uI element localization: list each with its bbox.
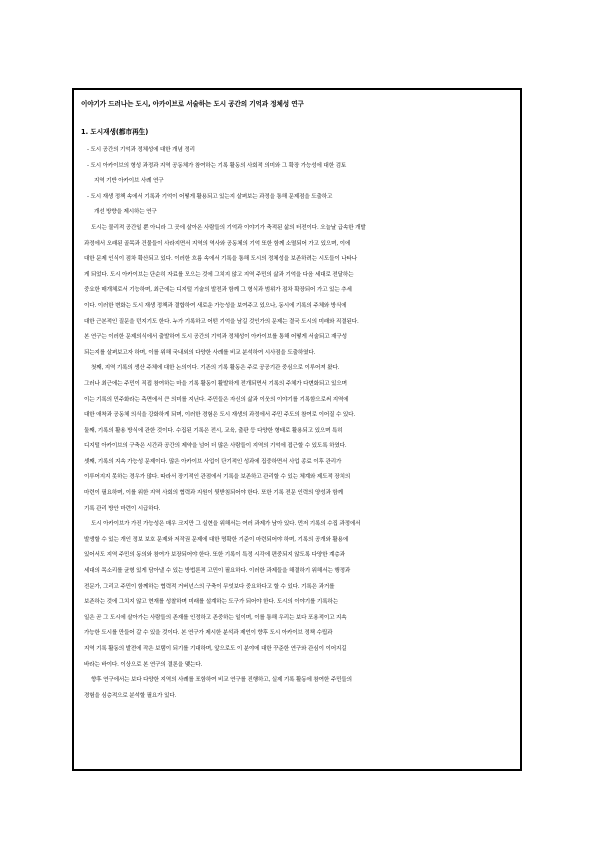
paragraph-line: 그러나 최근에는 주민이 직접 참여하는 마을 기록 활동이 활발하게 전개되면서 기록의 주체가 다변화되고 있으며 xyxy=(84,380,347,387)
document-body xyxy=(78,99,516,704)
paragraph-line: 둘째, 기록의 활용 방식에 관한 것이다. 수집된 기록은 전시, 교육, 출판 등 다양한 형태로 활용되고 있으며 특히 xyxy=(84,427,343,434)
paragraph-line: 과정에서 오래된 골목과 건물들이 사라지면서 지역의 역사와 공동체의 기억 또한 함께 소멸되어 가고 있으며, 이에 xyxy=(84,240,351,247)
paragraph-line: 보존하는 것에 그치지 않고 현재를 성찰하며 미래를 설계하는 도구가 되어야 한다. 도시의 이야기를 기록하는 xyxy=(84,599,338,606)
paragraph-line: 게 되었다. 도시 아카이브는 단순히 자료를 모으는 것에 그치지 않고 지역 주민의 삶과 기억을 다음 세대로 전달하는 xyxy=(84,271,354,278)
paragraph-line: 본 연구는 이러한 문제의식에서 출발하여 도시 공간의 기억과 정체성이 아카이브를 통해 어떻게 서술되고 재구성 xyxy=(84,334,347,341)
paragraph-line: 향후 연구에서는 보다 다양한 지역의 사례를 포함하여 비교 연구를 진행하고, 실제 기록 활동에 참여한 주민들의 xyxy=(91,677,352,684)
paragraph-line: 일은 곧 그 도시에 살아가는 사람들의 존재를 인정하고 존중하는 일이며, 이를 통해 우리는 보다 포용적이고 지속 xyxy=(84,614,347,621)
paragraph-2 xyxy=(78,361,516,517)
paragraph-line: 지역 기록 활동의 발전에 작은 보탬이 되기를 기대하며, 앞으로도 이 분야에 대한 꾸준한 연구와 관심이 이어지길 xyxy=(84,646,347,652)
item-list xyxy=(78,143,516,221)
list-item-continuation: 지역 기반 아카이브 사례 연구 xyxy=(94,178,164,185)
paragraph-line: 중요한 매개체로서 기능하며, 최근에는 디지털 기술의 발전과 함께 그 형식과 범위가 점차 확장되어 가고 있는 추세 xyxy=(84,287,352,294)
paragraph-line: 바라는 바이다. 이상으로 본 연구의 결론을 맺는다. xyxy=(84,661,203,668)
paragraph-line: 기록 관리 방안 마련이 시급하다. xyxy=(84,505,161,512)
paragraph-4 xyxy=(78,673,516,704)
paragraph-line: 되는지를 살펴보고자 하며, 이를 위해 국내외의 다양한 사례를 비교 분석하여 시사점을 도출하였다. xyxy=(84,349,316,356)
paragraph-line: 첫째, 지역 기록의 생산 주체에 대한 논의이다. 기존의 기록 활동은 주로 공공기관 중심으로 이루어져 왔다. xyxy=(91,365,340,372)
paragraph-line: 마련이 필요하며, 이를 위한 지역 사회의 협력과 지원이 뒷받침되어야 한다. 또한 기록 전문 인력의 양성과 함께 xyxy=(84,490,343,497)
paragraph-line: 대한 근본적인 질문을 던지기도 한다. 누가 기록하고 어떤 기억을 남길 것인가의 문제는 결국 도시의 미래와 직결된다. xyxy=(84,318,359,325)
paragraph-line: 도시 아카이브가 가진 가능성은 매우 크지만 그 실현을 위해서는 여러 과제가 남아 있다. 먼저 기록의 수집 과정에서 xyxy=(91,521,361,528)
paragraph-line: 가능한 도시를 만들어 갈 수 있을 것이다. 본 연구가 제시한 분석과 제언이 향후 도시 아카이브 정책 수립과 xyxy=(84,630,333,637)
list-item: - 도시 공간의 기억과 정체성에 대한 개념 정리 xyxy=(87,147,195,153)
paragraph-3 xyxy=(78,517,516,673)
paragraph-line: 전문가, 그리고 주민이 함께하는 협력적 거버넌스의 구축이 무엇보다 중요하다고 할 수 있다. 기록은 과거를 xyxy=(84,583,335,590)
paragraph-line: 이는 기록의 민주화라는 측면에서 큰 의미를 지닌다. 주민들은 자신의 삶과 이웃의 이야기를 기록함으로써 지역에 xyxy=(84,396,349,403)
paragraph-line: 도시는 물리적 공간일 뿐 아니라 그 곳에 살아온 사람들의 기억과 이야기가 축적된 삶의 터전이다. 오늘날 급속한 개발 xyxy=(91,224,366,231)
paragraph-line: 이다. 이러한 변화는 도시 재생 정책과 결합하여 새로운 가능성을 보여주고 있으나, 동시에 기록의 주체와 방식에 xyxy=(84,302,347,309)
list-item: - 도시 아카이브의 형성 과정과 지역 공동체가 참여하는 기록 활동의 사회적 의미와 그 확장 가능성에 대한 검토 xyxy=(87,162,347,169)
paragraph-line: 대한 문제 인식이 점차 확산되고 있다. 이러한 흐름 속에서 기록을 통해 도시의 정체성을 보존하려는 시도들이 나타나 xyxy=(84,256,357,263)
paragraph-1 xyxy=(78,221,516,361)
paragraph-line: 경험을 심층적으로 분석할 필요가 있다. xyxy=(84,692,177,699)
section-heading: 1. 도시재생(都市再生) xyxy=(81,128,149,136)
paragraph-line: 있어서도 지역 주민의 동의와 참여가 보장되어야 한다. 또한 기록이 특정 시각에 편중되지 않도록 다양한 계층과 xyxy=(84,552,345,559)
paragraph-line: 디지털 아카이브의 구축은 시간과 공간의 제약을 넘어 더 많은 사람들이 지역의 기억에 접근할 수 있도록 하였다. xyxy=(84,443,347,450)
paragraph-line: 이루어지지 못하는 경우가 많다. 따라서 장기적인 관점에서 기록을 보존하고 관리할 수 있는 체계와 제도적 장치의 xyxy=(84,474,351,481)
document-title: 이야기가 드러나는 도시, 아카이브로 서술하는 도시 공간의 기억과 정체성 연구 xyxy=(81,100,304,108)
list-item-continuation: 개선 방향을 제시하는 연구 xyxy=(94,209,157,216)
paragraph-line: 대한 애착과 공동체 의식을 강화하게 되며, 이러한 경험은 도시 재생의 과정에서 주민 주도의 참여로 이어질 수 있다. xyxy=(84,412,355,419)
paragraph-line: 세대의 목소리를 균형 있게 담아낼 수 있는 방법론적 고민이 필요하다. 이러한 과제들을 해결하기 위해서는 행정과 xyxy=(84,568,351,575)
paragraph-line: 셋째, 기록의 지속 가능성 문제이다. 많은 아카이브 사업이 단기적인 성과에 집중하면서 사업 종료 이후 관리가 xyxy=(84,458,342,465)
paragraph-line: 발생할 수 있는 개인 정보 보호 문제와 저작권 문제에 대한 명확한 기준이 마련되어야 하며, 기록의 공개와 활용에 xyxy=(84,536,349,543)
list-item: - 도시 재생 정책 속에서 기록과 기억이 어떻게 활용되고 있는지 살펴보는 과정을 통해 문제점을 도출하고 xyxy=(87,193,333,200)
